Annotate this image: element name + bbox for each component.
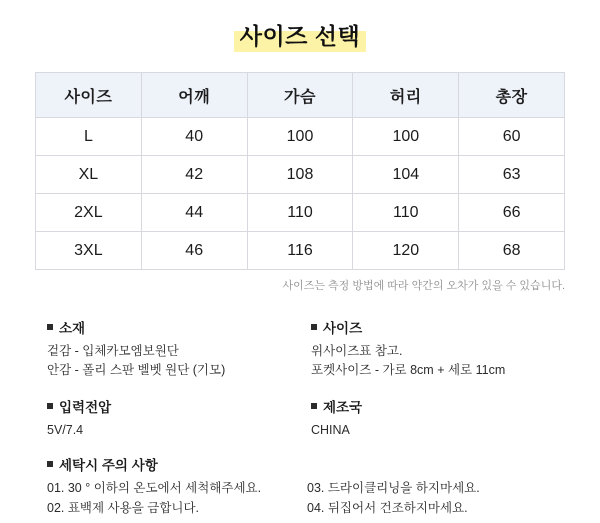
table-row [36,118,565,156]
info-column-right [307,317,565,440]
voltage-heading: 입력전압 [59,399,112,415]
table-row [36,232,565,270]
care-line-04: 04. 뒤집어서 건조하지마세요. [307,500,468,515]
square-bullet-icon [311,324,317,330]
care-heading-row [47,454,565,474]
material-heading: 소재 [59,321,86,336]
material-line-1: 겉감 - 입체카모엠보원단 [47,344,179,358]
column-header-size: 사이즈 [36,73,142,118]
cell-size: 3XL [36,232,142,270]
cell-shoulder: 46 [141,232,247,270]
product-info-section [35,317,565,440]
care-instructions-grid [47,479,565,518]
cell-chest: 116 [247,232,353,270]
square-bullet-icon [47,324,53,330]
title-container [0,0,600,52]
cell-chest: 100 [247,118,353,156]
size-line-2: 포켓사이즈 - 가로 8cm + 세로 11cm [311,363,506,378]
column-header-chest: 가슴 [247,73,353,118]
column-header-shoulder: 어깨 [141,73,247,118]
care-column-wrapper [35,454,565,518]
table-row [36,156,565,194]
care-column-left [47,479,307,518]
cell-shoulder: 42 [141,156,247,194]
table-row [36,194,565,232]
info-block-material [47,317,307,381]
size-line-1: 위사이즈표 참고. [311,344,403,358]
care-line-02: 02. 표백제 사용을 금합니다. [47,500,200,515]
cell-size: 2XL [36,194,142,232]
cell-waist: 120 [353,232,459,270]
care-line-01: 01. 30 ° 이하의 온도에서 세척해주세요. [47,481,262,496]
cell-size: XL [36,156,142,194]
material-heading-row [47,317,307,337]
size-table-container [35,72,565,270]
cell-length: 63 [459,156,565,194]
material-line-2: 안감 - 폴리 스판 벨벳 원단 (기모) [47,363,226,378]
page-title: 사이즈 선택 [234,18,366,52]
cell-waist: 110 [353,194,459,232]
info-block-size [311,317,565,381]
info-block-origin [311,396,565,440]
cell-waist: 104 [353,156,459,194]
cell-length: 60 [459,118,565,156]
care-heading: 세탁시 주의 사항 [59,458,158,474]
origin-heading-row [311,396,565,416]
voltage-heading-row [47,396,307,416]
info-block-voltage [47,396,307,440]
table-body [36,118,565,270]
care-section [35,454,565,518]
square-bullet-icon [47,461,53,467]
column-header-length: 총장 [459,73,565,118]
table-head [36,73,565,118]
square-bullet-icon [311,403,317,409]
origin-heading: 제조국 [323,399,363,415]
cell-length: 68 [459,232,565,270]
origin-value: CHINA [311,422,350,437]
cell-size: L [36,118,142,156]
info-column-left [35,317,307,440]
care-line-03: 03. 드라이클리닝을 하지마세요. [307,481,480,496]
table-header-row [36,73,565,118]
measurement-disclaimer: 사이즈는 측정 방법에 따라 약간의 오차가 있을 수 있습니다. [282,280,565,292]
cell-shoulder: 40 [141,118,247,156]
size-table [35,72,565,270]
cell-shoulder: 44 [141,194,247,232]
cell-length: 66 [459,194,565,232]
voltage-value: 5V/7.4 [47,422,84,437]
care-column-right [307,479,565,518]
column-header-waist: 허리 [353,73,459,118]
size-heading-row [311,317,565,337]
cell-chest: 108 [247,156,353,194]
square-bullet-icon [47,403,53,409]
cell-waist: 100 [353,118,459,156]
size-heading: 사이즈 [323,321,363,336]
cell-chest: 110 [247,194,353,232]
